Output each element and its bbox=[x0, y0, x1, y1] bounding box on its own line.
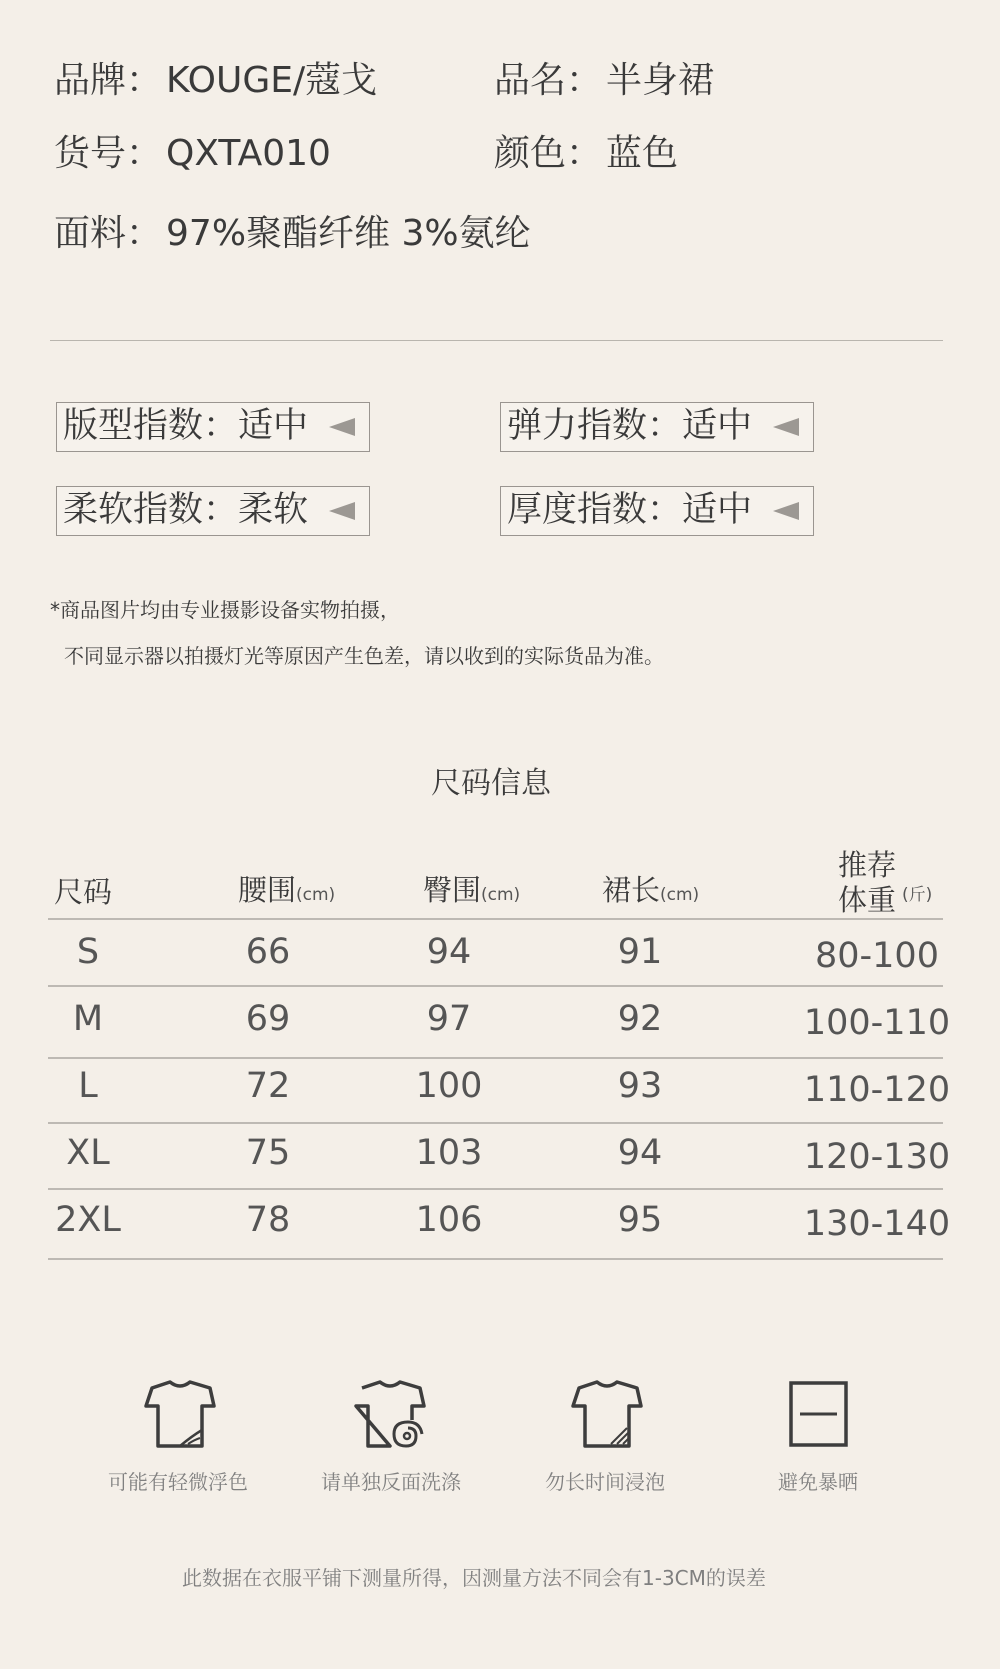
measurement-footnote: 此数据在衣服平铺下测量所得，因测量方法不同会有1-3CM的误差 bbox=[182, 1566, 766, 1590]
cell-length: 94 bbox=[617, 1133, 663, 1173]
table-row-divider bbox=[48, 985, 943, 987]
code-row bbox=[54, 125, 331, 176]
pointer-triangle-icon bbox=[773, 418, 799, 436]
care-label-fade: 可能有轻微浮色 bbox=[108, 1470, 248, 1494]
pointer-triangle-icon bbox=[329, 418, 355, 436]
pointer-triangle-icon bbox=[329, 502, 355, 520]
cell-size: 2XL bbox=[55, 1200, 121, 1240]
fabric-value: 97%聚酯纤维 3%氨纶 bbox=[166, 213, 531, 254]
cell-length: 95 bbox=[617, 1200, 663, 1240]
header-waist: 腰围(cm) bbox=[238, 873, 336, 907]
top-divider bbox=[50, 340, 943, 341]
cell-hip: 100 bbox=[415, 1066, 483, 1106]
fit-index-label: 版型指数： bbox=[63, 406, 239, 446]
table-row-divider bbox=[48, 1188, 943, 1190]
cell-waist: 72 bbox=[245, 1066, 291, 1106]
shirt-fade-icon bbox=[140, 1380, 220, 1450]
softness-index-value: 柔软 bbox=[238, 490, 309, 530]
cell-hip: 106 bbox=[415, 1200, 483, 1240]
thickness-index-box bbox=[500, 486, 814, 536]
shirt-wash-inside-out-icon bbox=[350, 1380, 430, 1450]
name-value: 半身裙 bbox=[606, 60, 715, 101]
care-label-sun: 避免暴晒 bbox=[778, 1470, 858, 1494]
brand-value: KOUGE/蔻戈 bbox=[166, 60, 378, 101]
table-row-divider bbox=[48, 1258, 943, 1260]
cell-weight: 120-130 bbox=[803, 1137, 951, 1177]
header-weight: 推荐 体重 $^{(斤)}$ bbox=[838, 848, 933, 917]
elasticity-index-box bbox=[500, 402, 814, 452]
elasticity-index-label: 弹力指数： bbox=[507, 406, 683, 446]
softness-index-box bbox=[56, 486, 370, 536]
color-row bbox=[494, 125, 678, 176]
photo-note-line1: *商品图片均由专业摄影设备实物拍摄， bbox=[50, 598, 400, 622]
header-size: 尺码 bbox=[54, 875, 113, 909]
cell-length: 93 bbox=[617, 1066, 663, 1106]
table-row-divider bbox=[48, 1122, 943, 1124]
brand-label: 品牌： bbox=[54, 60, 163, 101]
size-table-title: 尺码信息 bbox=[431, 766, 551, 801]
cell-size: S bbox=[76, 932, 100, 972]
cell-waist: 69 bbox=[245, 999, 291, 1039]
cell-weight: 130-140 bbox=[803, 1204, 951, 1244]
fit-index-box bbox=[56, 402, 370, 452]
shirt-no-soak-icon bbox=[567, 1380, 647, 1450]
brand-row bbox=[54, 52, 377, 103]
code-label: 货号： bbox=[54, 133, 163, 174]
header-hip: 臀围(cm) bbox=[423, 873, 521, 907]
thickness-index-value: 适中 bbox=[682, 490, 753, 530]
cell-hip: 94 bbox=[426, 932, 472, 972]
name-row bbox=[494, 52, 714, 103]
cell-length: 92 bbox=[617, 999, 663, 1039]
cell-waist: 75 bbox=[245, 1133, 291, 1173]
cell-size: XL bbox=[66, 1133, 110, 1173]
fit-index-value: 适中 bbox=[238, 406, 309, 446]
table-row-divider bbox=[48, 1057, 943, 1059]
elasticity-index-value: 适中 bbox=[682, 406, 753, 446]
table-header-line bbox=[48, 918, 943, 920]
cell-waist: 78 bbox=[245, 1200, 291, 1240]
thickness-index-label: 厚度指数： bbox=[507, 490, 683, 530]
color-value: 蓝色 bbox=[606, 133, 679, 174]
photo-note-line2: 不同显示器以拍摄灯光等原因产生色差，请以收到的实际货品为准。 bbox=[64, 644, 664, 668]
cell-size: M bbox=[72, 999, 104, 1039]
pointer-triangle-icon bbox=[773, 502, 799, 520]
code-value: QXTA010 bbox=[166, 133, 331, 174]
cell-hip: 103 bbox=[415, 1133, 483, 1173]
cell-waist: 66 bbox=[245, 932, 291, 972]
color-label: 颜色： bbox=[494, 133, 603, 174]
cell-weight: 100-110 bbox=[803, 1003, 951, 1043]
softness-index-label: 柔软指数： bbox=[63, 490, 239, 530]
fabric-label: 面料： bbox=[54, 213, 163, 254]
care-label-soak: 勿长时间浸泡 bbox=[545, 1470, 665, 1494]
cell-weight: 80-100 bbox=[815, 936, 939, 976]
cell-hip: 97 bbox=[426, 999, 472, 1039]
header-length: 裙长(cm) bbox=[602, 873, 700, 907]
cell-length: 91 bbox=[617, 932, 663, 972]
name-label: 品名： bbox=[494, 60, 603, 101]
no-sun-icon bbox=[778, 1380, 858, 1450]
cell-weight: 110-120 bbox=[803, 1070, 951, 1110]
fabric-row bbox=[54, 205, 531, 256]
care-label-wash: 请单独反面洗涤 bbox=[321, 1470, 461, 1494]
note-star: * bbox=[50, 598, 60, 622]
cell-size: L bbox=[78, 1066, 98, 1106]
